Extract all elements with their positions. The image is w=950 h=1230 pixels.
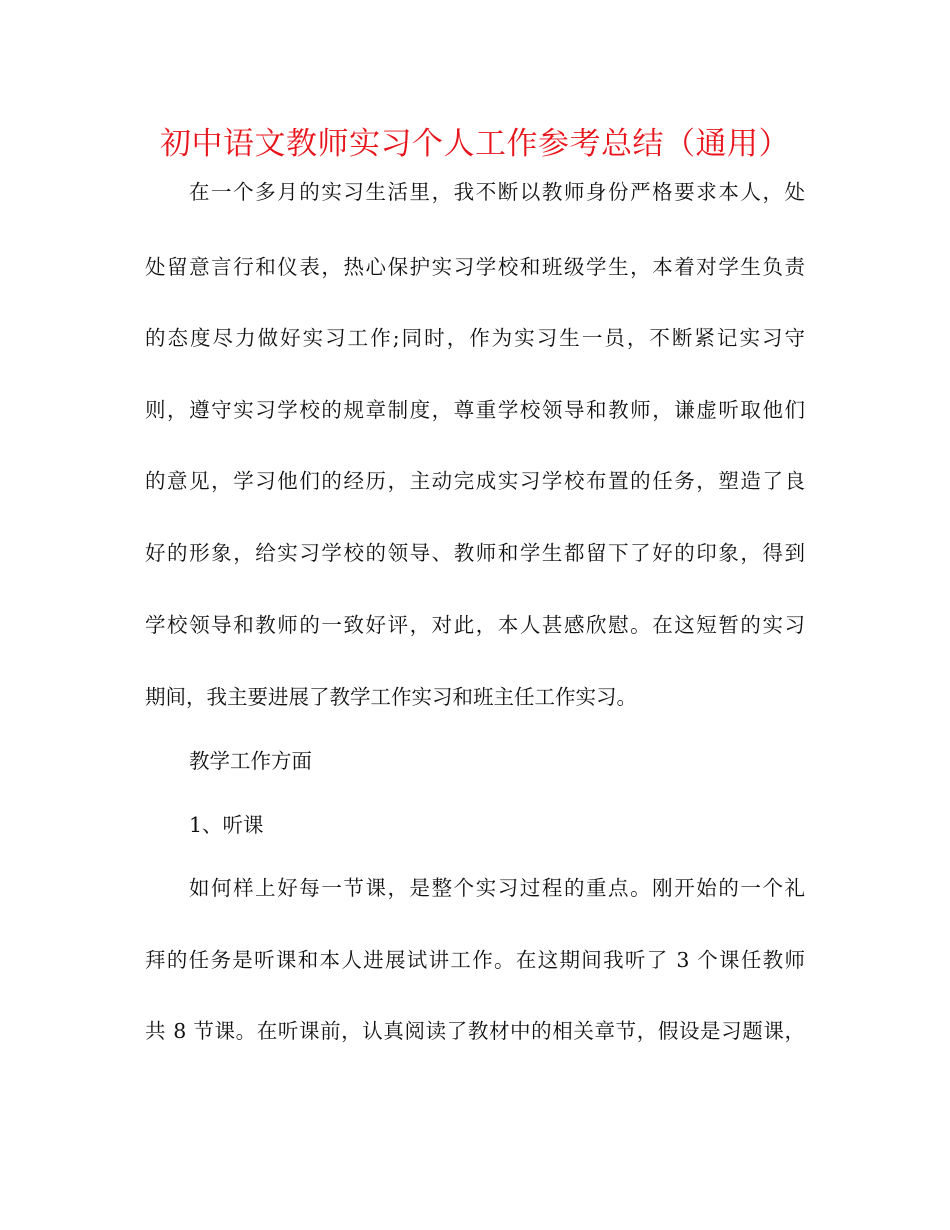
document-title: 初中语文教师实习个人工作参考总结（通用）: [160, 126, 790, 162]
paragraph-line: 则，遵守实习学校的规章制度，尊重学校领导和教师，谦虚听取他们: [145, 398, 805, 422]
paragraph-line: 学校领导和教师的一致好评，对此，本人甚感欣慰。在这短暂的实习: [145, 613, 805, 637]
paragraph-line: 好的形象，给实习学校的领导、教师和学生都留下了好的印象，得到: [145, 541, 805, 565]
paragraph-line: 期间，我主要进展了教学工作实习和班主任工作实习。: [145, 685, 637, 709]
subsection-heading: 1、听课: [189, 813, 264, 837]
paragraph-line: 的态度尽力做好实习工作;同时，作为实习生一员，不断紧记实习守: [145, 326, 805, 350]
paragraph-line: 如何样上好每一节课，是整个实习过程的重点。刚开始的一个礼: [189, 876, 805, 900]
paragraph-line: 处留意言行和仪表，热心保护实习学校和班级学生，本着对学生负责: [145, 255, 805, 279]
paragraph-line: 共 8 节课。在听课前，认真阅读了教材中的相关章节，假设是习题课，: [145, 1019, 805, 1043]
paragraph-line: 在一个多月的实习生活里，我不断以教师身份严格要求本人，处: [189, 180, 805, 204]
paragraph-line: 的意见，学习他们的经历，主动完成实习学校布置的任务，塑造了良: [145, 469, 805, 493]
paragraph-line: 拜的任务是听课和本人进展试讲工作。在这期间我听了 3 个课任教师: [145, 948, 805, 972]
section-heading: 教学工作方面: [189, 749, 312, 773]
